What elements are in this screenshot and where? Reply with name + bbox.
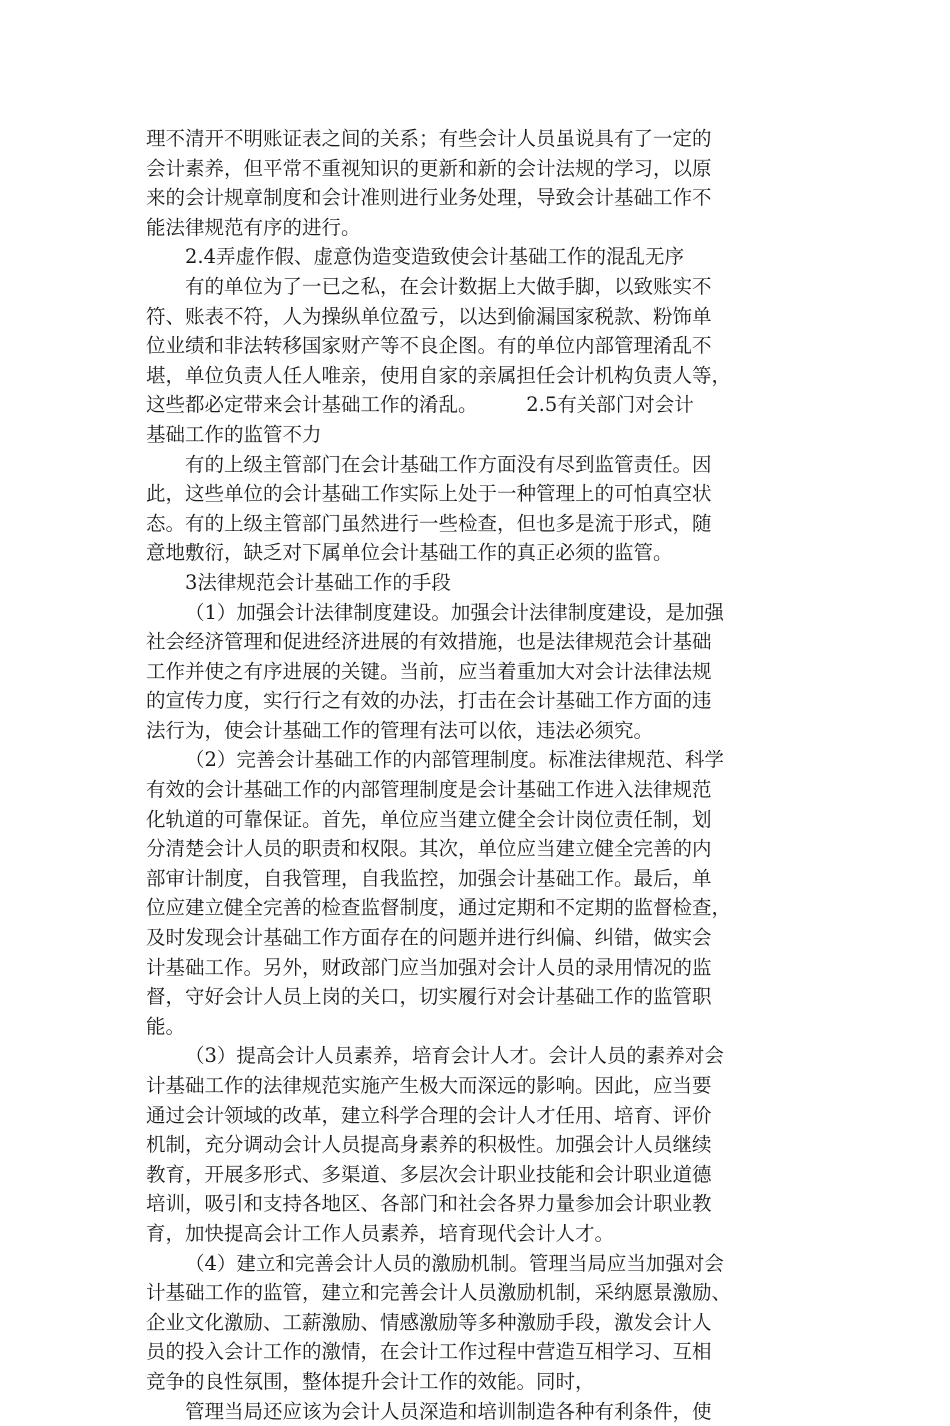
text-line: 符、账表不符，人为操纵单位盈亏，以达到偷漏国家税款、粉饰单 <box>146 304 712 328</box>
document-body <box>146 124 806 1426</box>
text-line: 此，这些单位的会计基础工作实际上处于一种管理上的可怕真空状 <box>146 482 712 506</box>
text-line: 分清楚会计人员的职责和权限。其次，单位应当建立健全完善的内 <box>146 837 712 861</box>
text-line: 工作并使之有序进展的关键。当前，应当着重加大对会计法律法规 <box>146 659 712 683</box>
text-line: 意地敷衍，缺乏对下属单位会计基础工作的真正必须的监管。 <box>146 541 673 565</box>
text-line: 位业绩和非法转移国家财产等不良企图。有的单位内部管理淆乱不 <box>146 334 712 358</box>
text-line: 3法律规范会计基础工作的手段 <box>185 570 451 594</box>
text-line: 2.4弄虚作假、虚意伪造变造致使会计基础工作的混乱无序 <box>185 245 685 269</box>
text-line: 员的投入会计工作的激情，在会计工作过程中营造互相学习、互相 <box>146 1340 712 1364</box>
text-line: 计基础工作的监管，建立和完善会计人员激励机制，采纳愿景激励、 <box>146 1281 732 1305</box>
text-line: （4）建立和完善会计人员的激励机制。管理当局应当加强对会 <box>185 1251 724 1275</box>
text-line: 育，加快提高会计工作人员素养，培育现代会计人才。 <box>146 1221 615 1245</box>
text-line: 态。有的上级主管部门虽然进行一些检查，但也多是流于形式，随 <box>146 511 712 535</box>
text-line: 培训，吸引和支持各地区、各部门和社会各界力量参加会计职业教 <box>146 1192 712 1216</box>
text-line: （3）提高会计人员素养，培育会计人才。会计人员的素养对会 <box>185 1044 724 1068</box>
text-line: 企业文化激励、工薪激励、情感激励等多种激励手段，激发会计人 <box>146 1310 712 1334</box>
text-line: 有的上级主管部门在会计基础工作方面没有尽到监管责任。因 <box>185 452 712 476</box>
text-line: 计基础工作。另外，财政部门应当加强对会计人员的录用情况的监 <box>146 955 712 979</box>
text-line: 管理当局还应该为会计人员深造和培训制造各种有利条件，使 <box>185 1399 712 1423</box>
text-line: 能法律规范有序的进行。 <box>146 215 361 239</box>
text-line: 有的单位为了一已之私，在会计数据上大做手脚，以致账实不 <box>185 274 712 298</box>
text-line: 及时发现会计基础工作方面存在的问题并进行纠偏、纠错，做实会 <box>146 926 712 950</box>
text-line: 位应建立健全完善的检查监督制度，通过定期和不定期的监督检查， <box>146 896 732 920</box>
text-line: 化轨道的可靠保证。首先，单位应当建立健全会计岗位责任制，划 <box>146 807 712 831</box>
text-line: 堪，单位负责人任人唯亲，使用自家的亲属担任会计机构负责人等， <box>146 363 732 387</box>
text-line: 这些都必定带来会计基础工作的淆乱。 2.5有关部门对会计 <box>146 393 694 417</box>
text-line: 通过会计领域的改革，建立科学合理的会计人才任用、培育、评价 <box>146 1103 712 1127</box>
text-line: 计基础工作的法律规范实施产生极大而深远的影响。因此，应当要 <box>146 1074 712 1097</box>
text-line: 机制，充分调动会计人员提高身素养的积极性。加强会计人员继续 <box>146 1133 712 1157</box>
text-line: 基础工作的监管不力 <box>146 422 322 446</box>
text-line: 督，守好会计人员上岗的关口，切实履行对会计基础工作的监管职 <box>146 985 712 1009</box>
text-line: 会计素养，但平常不重视知识的更新和新的会计法规的学习，以原 <box>146 156 712 180</box>
text-line: 竞争的良性氛围，整体提升会计工作的效能。同时， <box>146 1369 595 1393</box>
text-line: 教育，开展多形式、多渠道、多层次会计职业技能和会计职业道德 <box>146 1162 712 1186</box>
text-line: （1）加强会计法律制度建设。加强会计法律制度建设，是加强 <box>185 600 724 624</box>
text-line: （2）完善会计基础工作的内部管理制度。标准法律规范、科学 <box>185 748 724 772</box>
text-line: 理不清开不明账证表之间的关系；有些会计人员虽说具有了一定的 <box>146 127 712 150</box>
text-line: 部审计制度，自我管理，自我监控，加强会计基础工作。最后，单 <box>146 866 712 890</box>
text-line: 法行为，使会计基础工作的管理有法可以依，违法必须究。 <box>146 718 654 742</box>
text-line: 来的会计规章制度和会计准则进行业务处理，导致会计基础工作不 <box>146 186 712 210</box>
text-line: 社会经济管理和促进经济进展的有效措施，也是法律规范会计基础 <box>146 630 712 654</box>
text-line: 有效的会计基础工作的内部管理制度是会计基础工作进入法律规范 <box>146 778 712 802</box>
text-line: 能。 <box>146 1014 186 1038</box>
text-line: 的宣传力度，实行行之有效的办法，打击在会计基础工作方面的违 <box>146 689 712 713</box>
